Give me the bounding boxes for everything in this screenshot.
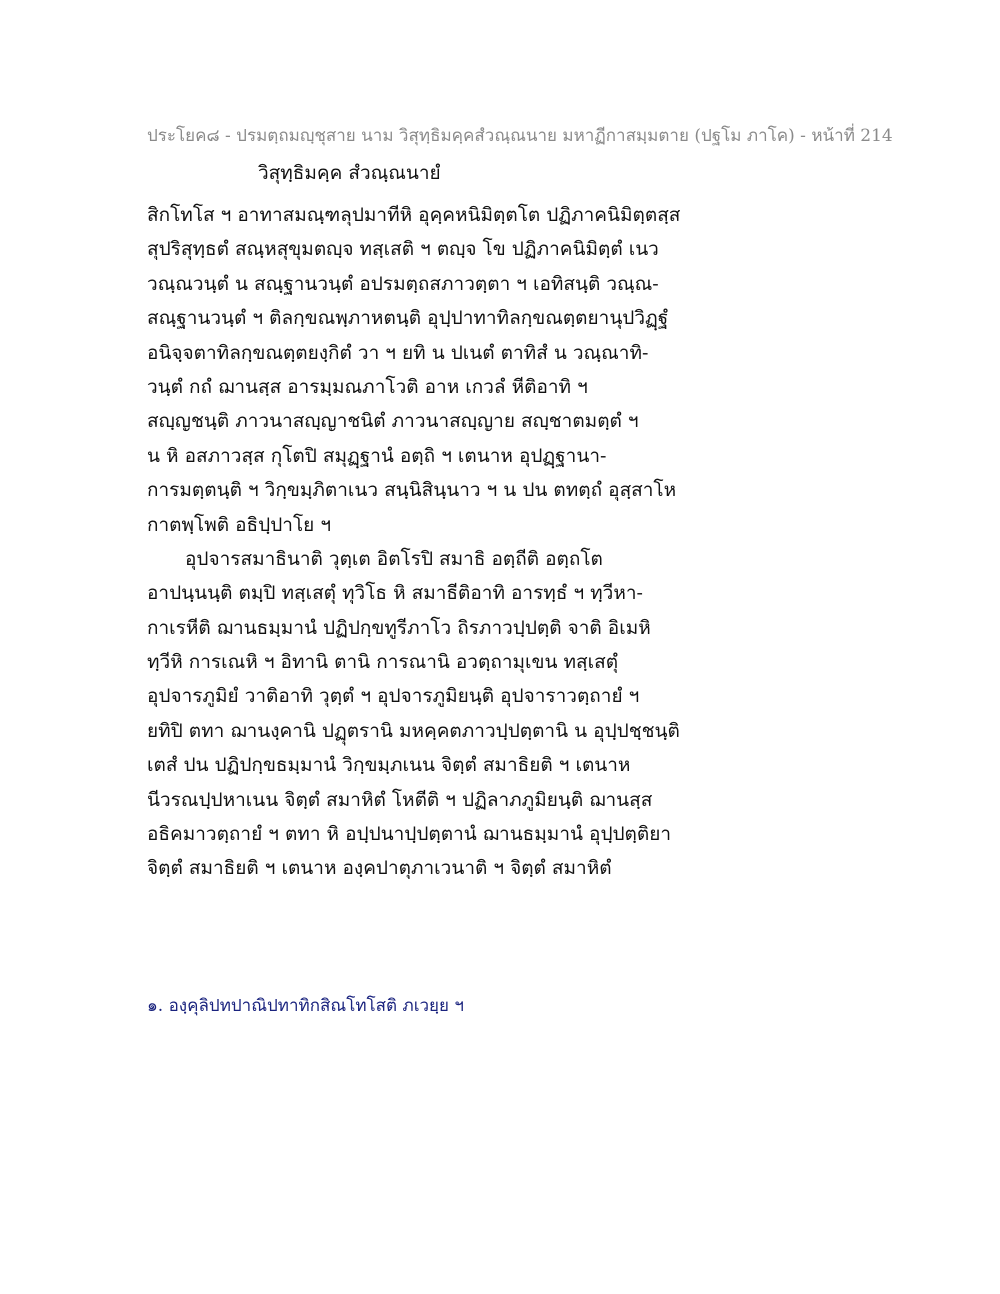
text-line: อธิคมาวตฺถายํ ฯ ตทา หิ อปฺปนาปฺปตฺตานํ ฌานธมฺมานํ อุปฺปตฺติยา [147,823,672,846]
text-line: จิตฺตํ สมาธิยติ ฯ เตนาห องฺคปาตุภาเวนาติ ฯ จิตฺตํ สมาหิตํ [147,857,612,880]
text-line: อาปนฺนนฺติ ตมฺปิ ทสฺเสตุํ ทุวิโธ หิ สมาธีติอาทิ อารทฺธํ ฯ ทฺวีหา- [147,582,643,605]
text-line: เตสํ ปน ปฏิปกฺขธมฺมานํ วิกฺขมฺภเนน จิตฺตํ สมาธิยติ ฯ เตนาห [147,754,631,777]
text-line: วณฺณวนฺตํ น สณฺฐานวนฺตํ อปรมตฺถสภาวตฺตา ฯ เอทิสนฺติ วณฺณ- [147,272,659,295]
text-line: กาเรหีติ ฌานธมฺมานํ ปฏิปกฺขทูรีภาโว ถิรภาวปฺปตฺติ จาติ อิเมหิ [147,616,651,639]
text-line: สุปริสุทฺธตํ สณฺหสุขุมตญฺจ ทสฺเสติ ฯ ตญฺจ โข ปฏิภาคนิมิตฺตํ เนว [147,238,659,261]
paragraph-start-line: อุปจารสมาธินาติ วุตฺเต อิตโรปิ สมาธิ อตฺถีติ อตฺถโต [185,547,603,570]
text-line: ทฺวีหิ การเณหิ ฯ อิทานิ ตานิ การณานิ อวตฺถามุเขน ทสฺเสตุํ [147,651,619,674]
text-line: สณฺฐานวนฺตํ ฯ ติลกฺขณพฺภาหตนฺติ อุปฺปาทาทิลกฺขณตฺตยานุปวิฏฺฐํ [147,307,669,330]
body-text [147,198,847,886]
text-line: อนิจฺจตาทิลกฺขณตฺตยงฺกิตํ วา ฯ ยทิ น ปเนตํ ตาทิสํ น วณฺณาทิ- [147,341,649,364]
text-line: อุปจารภูมิยํ วาติอาทิ วุตฺตํ ฯ อุปจารภูมิยนฺติ อุปจาราวตฺถายํ ฯ [147,685,640,708]
footnote: ๑. องฺคุลิปทปาณิปทาทิกสิณโทโสติ ภเวยฺย ฯ [147,996,464,1016]
text-line: สิกโทโส ฯ อาทาสมณฺฑลุปมาทีหิ อุคฺคหนิมิตฺตโต ปฏิภาคนิมิตฺตสฺส [147,204,681,226]
text-line: ยทิปิ ตทา ฌานงฺคานิ ปฏุตรานิ มหคฺคตภาวปฺปตฺตานิ น อุปฺปชฺชนฺติ [147,719,680,742]
text-line: นีวรณปฺปหาเนน จิตฺตํ สมาหิตํ โหตีติ ฯ ปฏิลาภภูมิยนฺติ ฌานสฺส [147,788,653,811]
text-line: น หิ อสภาวสฺส กุโตปิ สมุฏฺฐานํ อตฺถิ ฯ เตนาห อุปฏฺฐานา- [147,444,607,467]
text-line: สญฺญชนฺติ ภาวนาสญฺญาชนิตํ ภาวนาสญฺญาย สญฺชาตมตฺตํ ฯ [147,410,639,433]
page-title: วิสุทฺธิมคฺค สํวณฺณนายํ [258,162,441,184]
text-line: การมตฺตนฺติ ฯ วิกฺขมฺภิตาเนว สนฺนิสินฺนาว ฯ น ปน ตทตฺถํ อุสฺสาโห [147,479,677,502]
running-header: ประโยค๘ - ปรมตฺถมญฺชุสาย นาม วิสุทฺธิมคฺคสํวณฺณนาย มหาฏีกาสมฺมตาย (ปฐโม ภาโค) - หน้าที่ 214 [147,126,893,146]
text-line: กาตพฺโพติ อธิปฺปาโย ฯ [147,513,331,536]
text-line: วนฺตํ กถํ ฌานสฺส อารมฺมณภาโวติ อาห เกวลํ หีติอาทิ ฯ [147,375,588,398]
